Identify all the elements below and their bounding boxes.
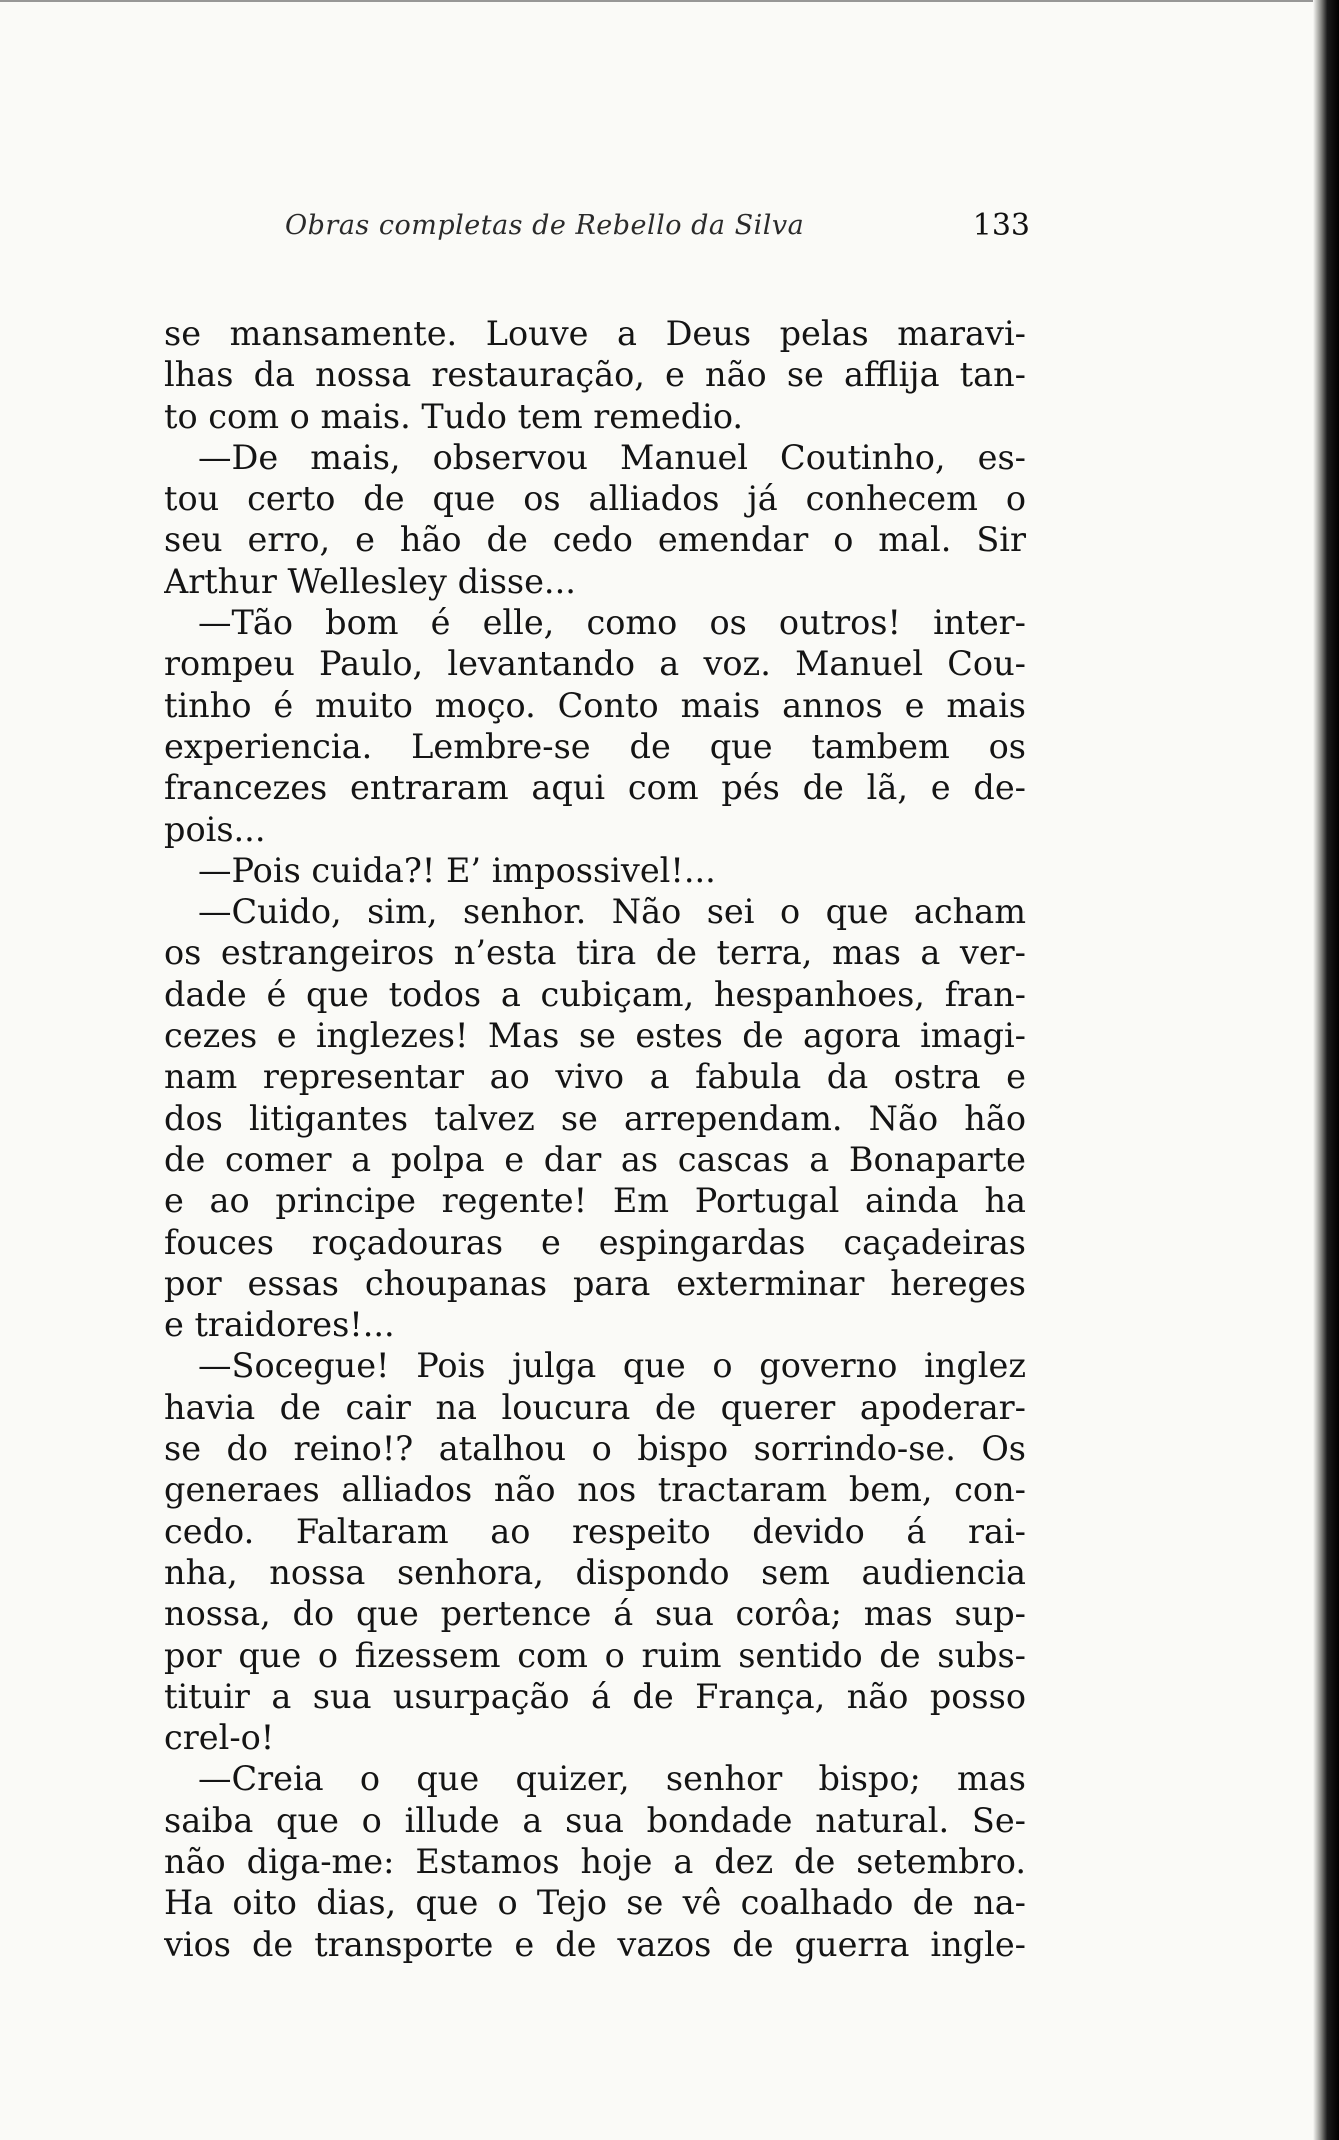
text-line: —De mais, observou Manuel Coutinho, es-: [198, 437, 1026, 477]
text-line: dos litigantes talvez se arrependam. Não hão: [164, 1098, 1026, 1138]
text-line: e ao principe regente! Em Portugal ainda ha: [164, 1181, 1026, 1221]
text-line: to com o mais. Tudo tem remedio.: [164, 396, 744, 436]
text-line: —Creia o que quizer, senhor bispo; mas: [198, 1759, 1026, 1799]
text-line: cezes e inglezes! Mas se estes de agora imagi-: [164, 1016, 1026, 1056]
text-line: —Cuido, sim, senhor. Não sei o que acham: [198, 892, 1026, 932]
text-line: não diga-me: Estamos hoje a dez de setembro.: [164, 1841, 1026, 1881]
text-line: vios de transporte e de vazos de guerra ingle-: [164, 1924, 1026, 1964]
book-spine-shadow: [1313, 0, 1339, 2140]
text-line: dade é que todos a cubiçam, hespanhoes, fran-: [164, 974, 1026, 1014]
text-line: se mansamente. Louve a Deus pelas maravi-: [164, 314, 1026, 353]
text-line: por essas choupanas para exterminar hereges: [164, 1263, 1026, 1303]
text-line: havia de cair na loucura de querer apoderar-: [164, 1387, 1026, 1427]
text-line: lhas da nossa restauração, e não se afflija tan-: [164, 355, 1026, 395]
text-line: crel-o!: [164, 1718, 275, 1758]
text-line: nha, nossa senhora, dispondo sem audiencia: [164, 1552, 1026, 1592]
text-line: francezes entraram aqui com pés de lã, e de-: [164, 768, 1026, 808]
text-line: —Tão bom é elle, como os outros! inter-: [198, 603, 1026, 643]
body-text: [164, 313, 1026, 1965]
text-line: cedo. Faltaram ao respeito devido á rai-: [164, 1511, 1026, 1551]
text-line: —Socegue! Pois julga que o governo inglez: [198, 1346, 1026, 1386]
text-line: pois...: [164, 809, 266, 849]
text-line: fouces roçadouras e espingardas caçadeiras: [164, 1222, 1026, 1262]
text-line: nam representar ao vivo a fabula da ostra e: [164, 1057, 1026, 1097]
text-line: —Pois cuida?! E’ impossivel!...: [198, 850, 716, 890]
text-line: por que o fizessem com o ruim sentido de subs-: [164, 1635, 1026, 1675]
text-line: saiba que o illude a sua bondade natural. Se-: [164, 1800, 1026, 1840]
text-line: os estrangeiros n’esta tira de terra, mas a ver-: [164, 933, 1026, 973]
text-line: de comer a polpa e dar as cascas a Bonaparte: [164, 1139, 1026, 1179]
page-header: [285, 210, 1030, 254]
text-line: se do reino!? atalhou o bispo sorrindo-se. Os: [164, 1429, 1026, 1469]
text-line: generaes alliados não nos tractaram bem, con-: [164, 1470, 1026, 1510]
text-line: tinho é muito moço. Conto mais annos e mais: [164, 685, 1026, 725]
text-line: nossa, do que pertence á sua corôa; mas sup-: [164, 1594, 1026, 1634]
text-line: Ha oito dias, que o Tejo se vê coalhado de na-: [164, 1883, 1026, 1923]
text-line: seu erro, e hão de cedo emendar o mal. Sir: [164, 520, 1026, 560]
running-title: Obras completas de Rebello da Silva: [285, 210, 805, 241]
text-line: tou certo de que os alliados já conhecem o: [164, 479, 1026, 519]
text-line: rompeu Paulo, levantando a voz. Manuel Cou-: [164, 644, 1026, 684]
text-line: experiencia. Lembre-se de que tambem os: [164, 726, 1026, 766]
text-line: e traidores!...: [164, 1305, 395, 1345]
text-line: Arthur Wellesley disse...: [164, 561, 576, 601]
page-number: 133: [972, 208, 1030, 243]
text-line: tituir a sua usurpação á de França, não posso: [164, 1676, 1026, 1716]
page-top-edge: [0, 0, 1339, 12]
